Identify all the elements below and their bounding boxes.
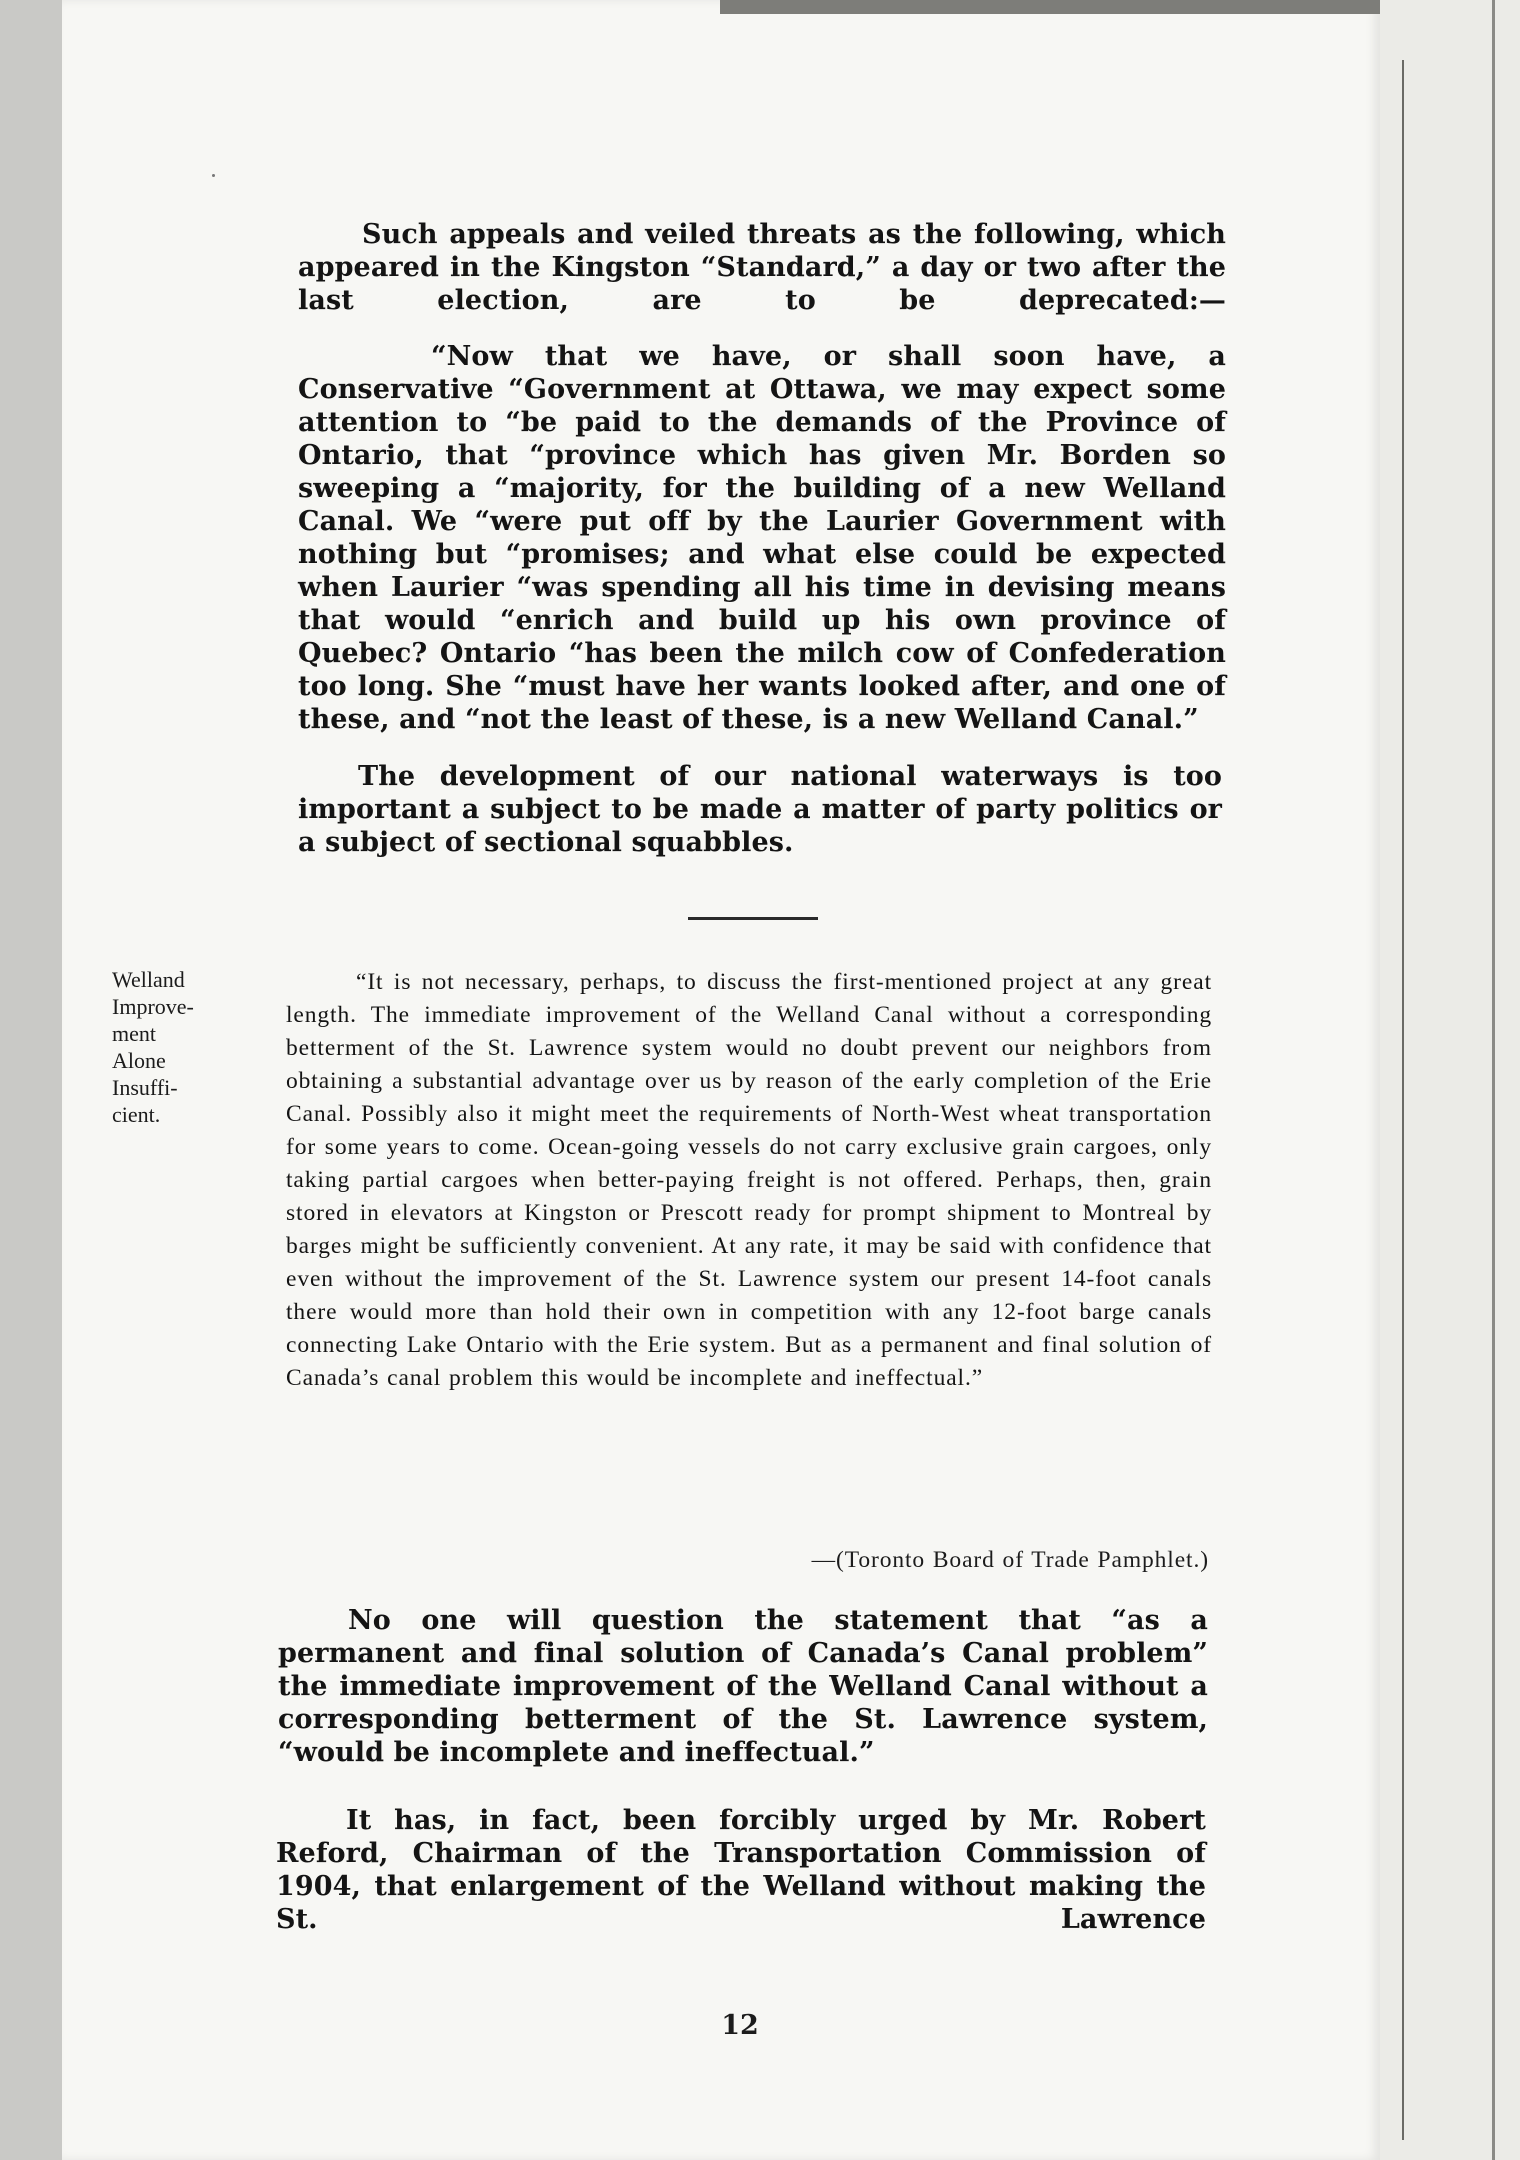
waterways-paragraph bbox=[298, 760, 1222, 859]
quote-attribution: —(Toronto Board of Trade Pamphlet.) bbox=[811, 1547, 1209, 1573]
reford-paragraph-text: It has, in fact, been forcibly urged by Mr. Robert Reford, Chairman of the Transportation Commission of 1904, that enlargement of the Welland without making the St. Lawrence bbox=[276, 1805, 1206, 1935]
section-divider bbox=[688, 917, 818, 920]
kingston-standard-quote-text: “Now that we have, or shall soon have, a Conservative “Government at Ottawa, we may expect some attention to “be paid to the demands of the Province of Ontario, that “province which has given Mr. Borden so sweeping a “majority, for the building of a new Welland Canal. We “were put off by the Laurier Government with nothing but “promises; and what else could be expected when Laurier “was spending all his time in devising means that would “enrich and build up his own province of Quebec? Ontario “has been the milch cow of Confederation too long. She “must have her wants looked after, and one of these, and “not the least of these, is a new Welland Canal.” bbox=[298, 341, 1226, 735]
spine-fold-line bbox=[1402, 60, 1404, 2140]
spine-edge-line bbox=[1492, 0, 1495, 2160]
toronto-board-quote bbox=[286, 966, 1212, 1395]
page-number: 12 bbox=[721, 2010, 759, 2041]
book-spine bbox=[1380, 0, 1520, 2160]
kingston-standard-quote bbox=[298, 340, 1226, 736]
margin-note-line: Insuffi- bbox=[112, 1075, 178, 1100]
margin-note-line: Welland bbox=[112, 967, 185, 992]
waterways-paragraph-text: The development of our national waterways is too important a subject to be made a matter of party politics or a subject of sectional squabbles. bbox=[298, 761, 1222, 858]
intro-paragraph bbox=[298, 218, 1226, 317]
margin-note-line: ment bbox=[112, 1021, 156, 1046]
reford-paragraph bbox=[276, 1804, 1206, 1936]
margin-note-line: cient. bbox=[112, 1102, 161, 1127]
toronto-board-quote-text: “It is not necessary, perhaps, to discuss the first-mentioned project at any great length. The immediate improvement of the Welland Canal without a corresponding betterment of the St. Lawrence system would no doubt prevent our neighbors from obtaining a substantial advantage over us by reason of the early completion of the Erie Canal. Possibly also it might meet the requirements of North-West wheat transportation for some years to come. Ocean-going vessels do not carry exclusive grain cargoes, only taking partial cargoes when better-paying freight is not offered. Perhaps, then, grain stored in elevators at Kingston or Prescott ready for prompt shipment to Montreal by barges might be sufficiently convenient. At any rate, it may be said with confidence that even without the improvement of the St. Lawrence system our present 14-foot canals there would more than hold their own in competition with any 12-foot barge canals connecting Lake Ontario with the Erie system. But as a permanent and final solution of Canada’s canal problem this would be incomplete and ineffectual.” bbox=[286, 969, 1212, 1391]
no-one-paragraph bbox=[278, 1604, 1208, 1769]
margin-note-line: Alone bbox=[112, 1048, 166, 1073]
margin-note bbox=[112, 966, 242, 1128]
intro-paragraph-text: Such appeals and veiled threats as the following, which appeared in the Kingston “Standard,” a day or two after the last election, are to be deprecated:— bbox=[298, 219, 1226, 316]
margin-note-line: Improve- bbox=[112, 994, 194, 1019]
no-one-paragraph-text: No one will question the statement that “as a permanent and final solution of Canada’s Canal problem” the immediate improvement of the Welland Canal without a corresponding betterment of the St. Lawrence system, “would be incomplete and ineffectual.” bbox=[278, 1605, 1208, 1768]
paper-speck bbox=[212, 174, 215, 177]
